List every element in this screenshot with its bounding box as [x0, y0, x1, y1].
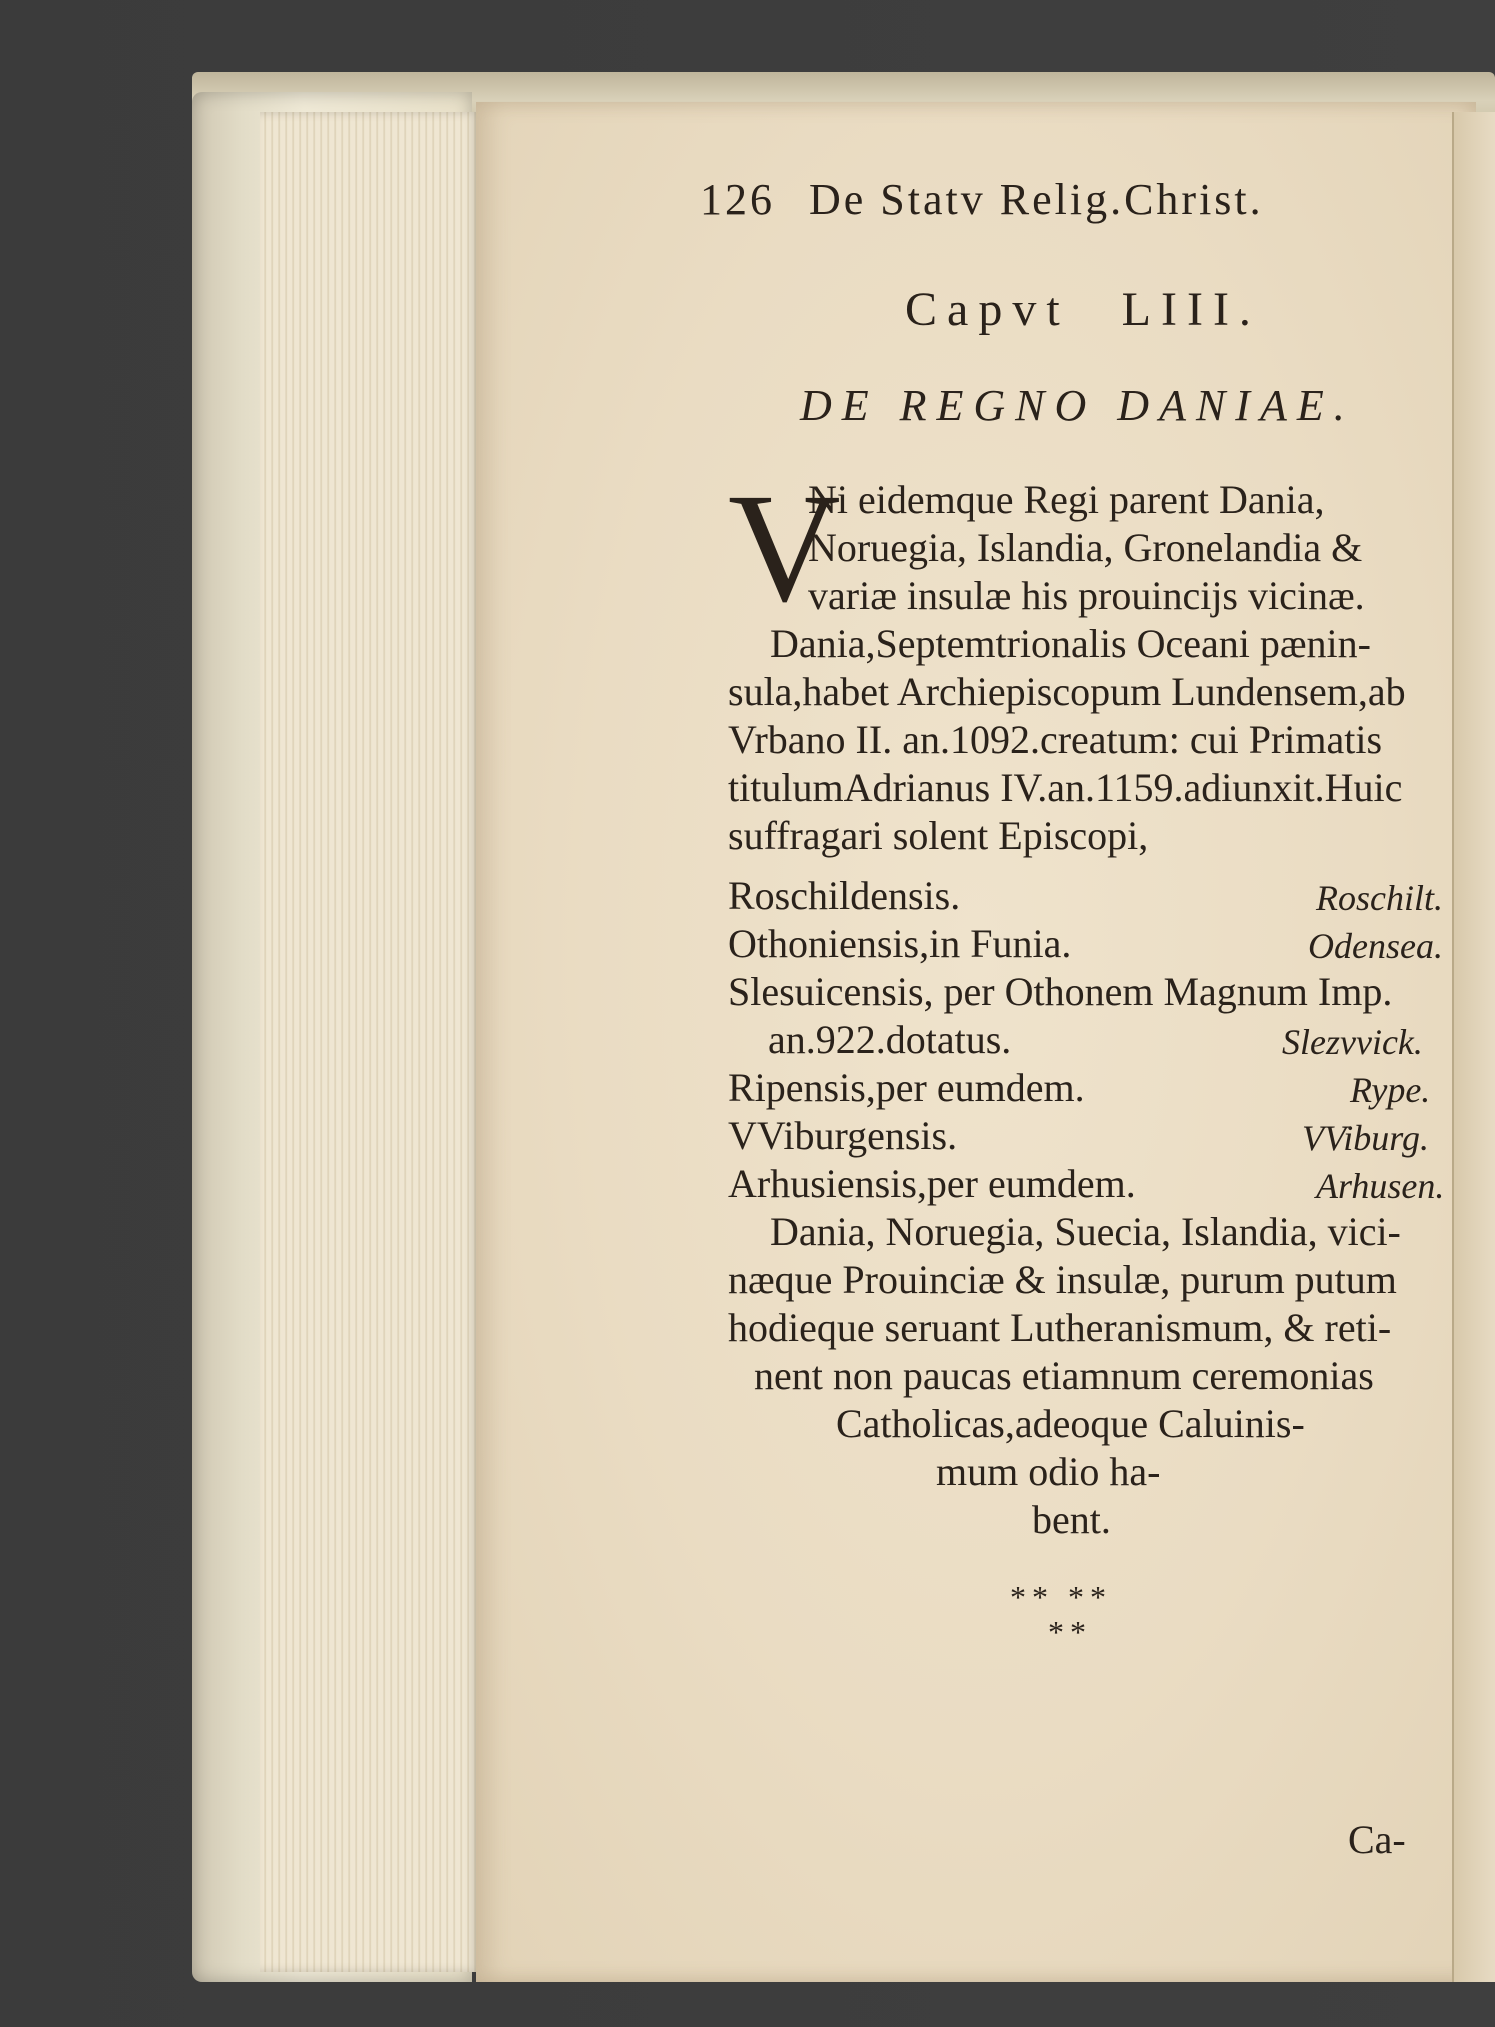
ornament — [1010, 1580, 1112, 1650]
text-line: sula,habet Archiepiscopum Lundensem,ab — [728, 669, 1406, 714]
see-name: Othoniensis,in Funia. — [728, 921, 1072, 966]
running-head — [700, 174, 1430, 225]
text-line: titulumAdrianus IV.an.1159.adiunxit.Huic — [728, 765, 1403, 810]
see-name: VViburgensis. — [728, 1113, 958, 1158]
see-name: an.922.dotatus. — [768, 1017, 1012, 1062]
chapter-heading — [905, 282, 1261, 337]
page-number: 126 — [700, 175, 775, 224]
caput-label: Capvt — [905, 283, 1070, 336]
text-line: Vrbano II. an.1092.creatum: cui Primatis — [728, 717, 1383, 762]
text-line: variæ insulæ his prouincijs vicinæ. — [808, 573, 1365, 618]
drop-cap: V — [728, 461, 841, 634]
see-modern-name: Slezvvick. — [1282, 1022, 1423, 1062]
see-modern-name: VViburg. — [1302, 1118, 1429, 1158]
see-modern-name: Rype. — [1350, 1070, 1431, 1110]
see-modern-name: Arhusen. — [1316, 1166, 1445, 1206]
text-line: hodieque seruant Lutheranismum, & reti- — [728, 1305, 1392, 1350]
see-name: Slesuicensis, per Othonem Magnum Imp. — [728, 969, 1393, 1014]
ornament-line: ** ** — [1010, 1579, 1112, 1615]
running-title: De Statv Relig.Christ. — [809, 175, 1264, 224]
see-name: Roschildensis. — [728, 873, 961, 918]
chapter-subtitle: DE REGNO DANIAE. — [800, 381, 1355, 430]
text-line: nent non paucas etiamnum ceremonias — [754, 1353, 1374, 1398]
ornament-line: ** — [1048, 1614, 1092, 1651]
text-line: bent. — [1032, 1497, 1111, 1542]
text-line: suffragari solent Episcopi, — [728, 813, 1149, 858]
text-line: Noruegia, Islandia, Gronelandia & — [808, 525, 1363, 570]
text-line: næque Prouinciæ & insulæ, purum putum — [728, 1257, 1397, 1302]
caput-number: LIII. — [1121, 283, 1261, 336]
see-name: Arhusiensis,per eumdem. — [728, 1161, 1136, 1206]
catchword: Ca- — [1348, 1817, 1406, 1862]
text-line: mum odio ha- — [936, 1449, 1161, 1494]
text-line: Dania,Septemtrionalis Oceani pænin- — [770, 621, 1371, 666]
see-modern-name: Roschilt. — [1316, 878, 1443, 918]
text-line: Catholicas,adeoque Caluinis- — [836, 1401, 1305, 1446]
text-line: Dania, Noruegia, Suecia, Islandia, vici- — [770, 1209, 1401, 1254]
see-modern-name: Odensea. — [1308, 926, 1443, 966]
see-name: Ripensis,per eumdem. — [728, 1065, 1085, 1110]
text-line: Ni eidemque Regi parent Dania, — [808, 477, 1325, 522]
